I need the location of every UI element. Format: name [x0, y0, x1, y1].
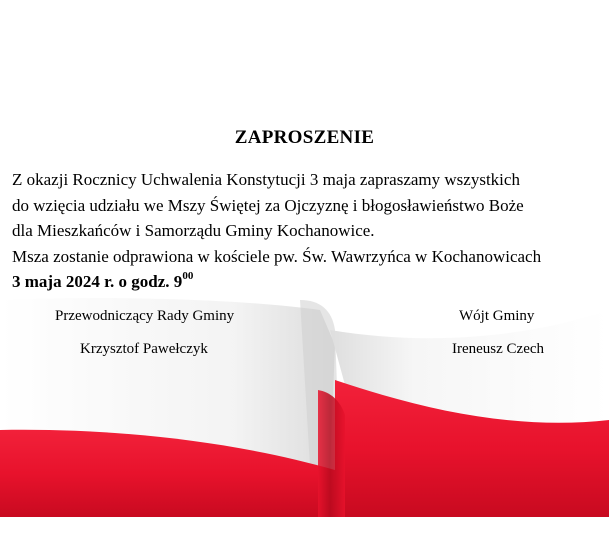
- date-text: 3 maja 2024 r. o godz. 9: [12, 272, 183, 291]
- right-signatory-name: Ireneusz Czech: [452, 341, 545, 357]
- body-line: Msza zostanie odprawiona w kościele pw. Św. Wawrzyńca w Kochanowicach: [12, 246, 542, 266]
- right-signatory-role: Wójt Gminy: [459, 308, 535, 324]
- left-signatory-name: Krzysztof Pawełczyk: [80, 341, 208, 357]
- body-line: Z okazji Rocznicy Uchwalenia Konstytucji 3 maja zapraszamy wszystkich: [12, 170, 520, 189]
- page-title: ZAPROSZENIE: [234, 127, 375, 148]
- invitation-body: [12, 167, 604, 295]
- body-line: dla Mieszkańców i Samorządu Gminy Kochanowice.: [12, 221, 375, 240]
- time-minutes: 00: [182, 270, 194, 283]
- left-signatory-role: Przewodniczący Rady Gminy: [55, 308, 235, 324]
- body-line: do wzięcia udziału we Mszy Świętej za Ojczyznę i błogosławieństwo Boże: [12, 195, 524, 215]
- date-time-line: [12, 269, 604, 295]
